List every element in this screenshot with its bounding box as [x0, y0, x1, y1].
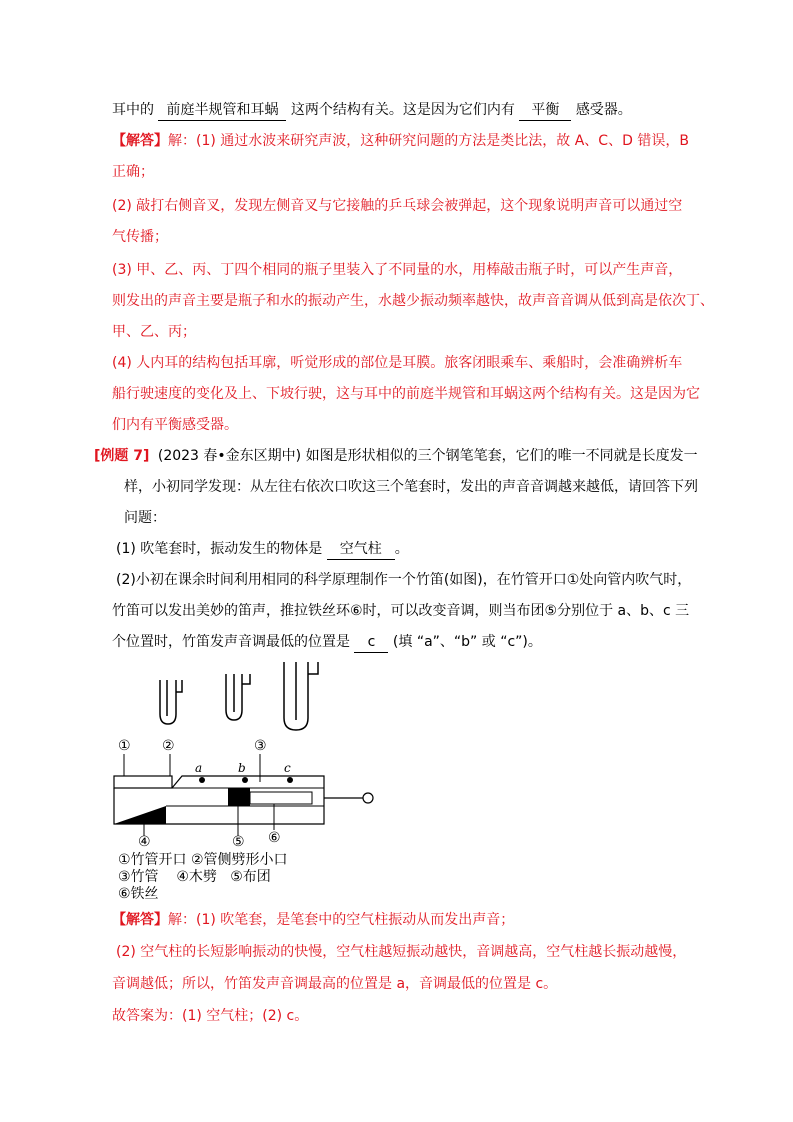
answer1-line-1: 正确；	[112, 164, 154, 180]
answer1-line-9: 们内有平衡感受器。	[112, 417, 238, 433]
question-1: (1) 吹笔套时，振动发生的物体是 空气柱 。	[116, 539, 409, 560]
diagram-svg	[112, 660, 412, 840]
answer2-line-0: 【解答】解：(1) 吹笔套，是笔套中的空气柱振动从而发出声音；	[112, 912, 515, 928]
pen-cap-3	[284, 662, 318, 730]
answer-blank-q2: c	[354, 632, 388, 653]
position-c-dot	[287, 777, 293, 783]
answer-blank-2: 平衡	[519, 100, 571, 121]
marker-5: ⑤	[232, 834, 245, 850]
intro-post: 感受器。	[575, 102, 632, 118]
position-b-dot	[242, 777, 248, 783]
final-answer: 故答案为：(1) 空气柱；(2) c。	[112, 1008, 309, 1024]
pen-cap-2	[226, 674, 250, 720]
marker-4: ④	[138, 834, 151, 850]
answer1-line-4: (3) 甲、乙、丙、丁四个相同的瓶子里装入了不同量的水，用棒敲击瓶子时，可以产生声音，	[112, 262, 683, 278]
answer1-line-2: (2) 敲打右侧音叉，发现左侧音叉与它接触的乒乓球会被弹起，这个现象说明声音可以通过空	[112, 198, 683, 214]
legend-line-0: ①竹管开口 ②管侧劈形小口	[118, 852, 288, 868]
question-2-line-2: 个位置时，竹笛发声音调最低的位置是 c (填 “a”、“b” 或 “c”)。	[112, 632, 542, 653]
legend-line-2: ⑥铁丝	[118, 886, 159, 902]
iron-wire-ring	[363, 793, 373, 803]
wood-wedge	[114, 806, 166, 824]
iron-rod	[250, 792, 312, 804]
marker-6: ⑥	[268, 830, 281, 846]
marker-3: ③	[254, 738, 267, 754]
answer-tag: 【解答】	[112, 133, 168, 149]
answer1-line-3: 气传播；	[112, 229, 168, 245]
marker-1: ①	[118, 738, 131, 754]
cloth-plug	[228, 788, 250, 806]
pen-cap-1	[160, 680, 182, 724]
answer-tag-2: 【解答】	[112, 912, 168, 928]
flute-diagram	[112, 660, 412, 900]
example-line-2: 问题：	[124, 510, 166, 526]
marker-2: ②	[162, 738, 175, 754]
answer1-line-5: 则发出的声音主要是瓶子和水的振动产生，水越少振动频率越快，故声音音调从低到高是依次丁、	[112, 293, 714, 309]
question-2-line-1: 竹笛可以发出美妙的笛声，推拉铁丝环⑥时，可以改变音调，则当布团⑤分别位于 a、b、c 三	[112, 603, 690, 619]
position-c: c	[284, 761, 291, 775]
intro-mid: 这两个结构有关。这是因为它们内有	[290, 102, 515, 118]
intro-pre: 耳中的	[112, 102, 154, 118]
answer1-line-6: 甲、乙、丙；	[112, 324, 196, 340]
position-a-dot	[199, 777, 205, 783]
legend-line-1: ③竹管 ④木劈 ⑤布团	[118, 869, 271, 885]
intro-line	[112, 100, 632, 121]
example-tag: [例题 7]	[94, 448, 150, 464]
answer1-line-0: 【解答】解：(1) 通过水波来研究声波，这种研究问题的方法是类比法，故 A、C、D 错误，B	[112, 133, 689, 149]
answer2-line-2: 音调越低；所以，竹笛发声音调最高的位置是 a，音调最低的位置是 c。	[112, 976, 558, 992]
answer1-line-7: (4) 人内耳的结构包括耳廓，听觉形成的部位是耳膜。旅客闭眼乘车、乘船时，会准确辨析车	[112, 355, 683, 371]
answer2-line-1: (2) 空气柱的长短影响振动的快慢，空气柱越短振动越快，音调越高，空气柱越长振动越慢，	[116, 944, 687, 960]
example-line-1: 样，小初同学发现：从左往右依次口吹这三个笔套时，发出的声音音调越来越低，请回答下列	[124, 479, 698, 495]
answer-blank-1: 前庭半规管和耳蜗	[158, 100, 286, 121]
example-line-0: [例题 7] (2023 春•金东区期中) 如图是形状相似的三个钢笔笔套，它们的唯一不同就是长度发一	[94, 448, 698, 464]
flute-opening	[114, 776, 172, 788]
answer1-line-8: 船行驶速度的变化及上、下坡行驶，这与耳中的前庭半规管和耳蜗这两个结构有关。这是因为它	[112, 386, 700, 402]
position-a: a	[195, 761, 203, 775]
question-2-line-0: (2)小初在课余时间利用相同的科学原理制作一个竹笛(如图)，在竹管开口①处向管内吹气时，	[116, 572, 692, 588]
position-b: b	[238, 761, 246, 775]
answer-blank-q1: 空气柱	[327, 539, 395, 560]
